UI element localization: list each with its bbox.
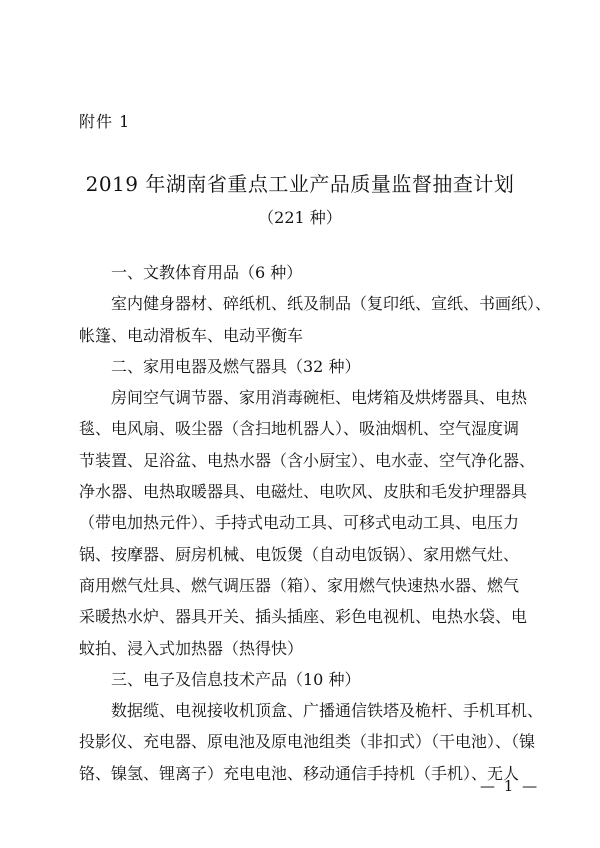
text-line: 数据缆、电视接收机顶盒、广播通信铁塔及桅杆、手机耳机、 — [111, 701, 544, 721]
text-line: 二、家用电器及燃气器具（32 种） — [111, 356, 361, 376]
attachment-label: 附件 1 — [79, 112, 131, 131]
page-number: — 1 — — [480, 777, 540, 795]
text-line: 毯、电风扇、吸尘器（含扫地机器人）、吸油烟机、空气湿度调 — [79, 419, 520, 439]
text-line: 蚊拍、浸入式加热器（热得快） — [79, 638, 304, 658]
text-line: 铬、镍氢、锂离子）充电电池、移动通信手持机（手机）、无人 — [79, 763, 520, 783]
document-subtitle: （221 种） — [258, 208, 342, 227]
text-line: 投影仪、充电器、原电池及原电池组类（非扣式）（干电池）、（镍 — [79, 732, 536, 752]
text-line: 房间空气调节器、家用消毒碗柜、电烤箱及烘烤器具、电热 — [111, 388, 528, 408]
document-body — [79, 257, 552, 789]
text-line: 节装置、足浴盆、电热水器（含小厨宝）、电水壶、空气净化器、 — [79, 450, 536, 470]
text-line: （带电加热元件）、手持式电动工具、可移式电动工具、电压力 — [79, 513, 520, 533]
text-line: 一、文教体育用品（6 种） — [111, 263, 303, 282]
text-line: 采暖热水炉、器具开关、插头插座、彩色电视机、电热水袋、电 — [79, 607, 528, 627]
text-line: 三、电子及信息技术产品（10 种） — [111, 669, 361, 689]
text-line: 商用燃气灶具、燃气调压器（箱）、家用燃气快速热水器、燃气 — [79, 575, 520, 595]
text-line: 净水器、电热取暖器具、电磁灶、电吹风、皮肤和毛发护理器具 — [79, 482, 528, 502]
text-line: 帐篷、电动滑板车、电动平衡车 — [79, 325, 304, 345]
text-line: 锅、按摩器、厨房机械、电饭煲（自动电饭锅）、家用燃气灶、 — [79, 544, 520, 564]
document-title: 2019 年湖南省重点工业产品质量监督抽查计划 — [85, 172, 515, 196]
text-line: 室内健身器材、碎纸机、纸及制品（复印纸、宣纸、书画纸）、 — [111, 294, 552, 314]
